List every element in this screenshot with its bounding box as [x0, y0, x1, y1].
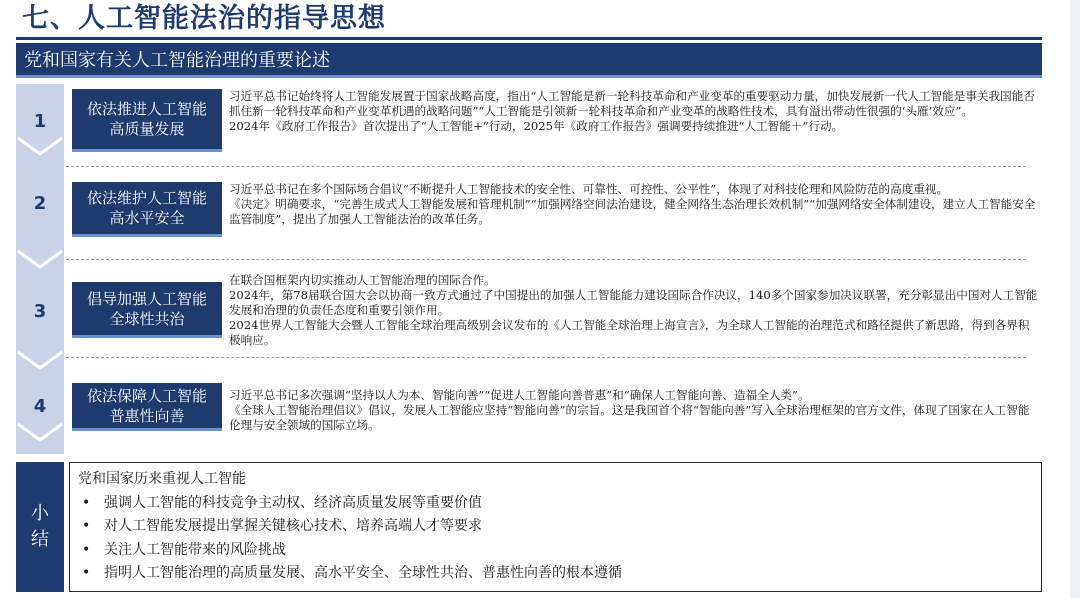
row-label-box — [72, 182, 222, 237]
row-label-box — [72, 282, 222, 338]
row-content — [229, 388, 1039, 433]
step-number: 4 — [33, 396, 47, 417]
row-label-line: 全球性共治 — [109, 309, 185, 328]
bullet-icon: • — [82, 494, 91, 511]
summary-item-text: 指明人工智能治理的高质量发展、高水平安全、全球性共治、普惠性向善的根本遵循 — [104, 565, 622, 581]
row-label-line: 高水平安全 — [109, 209, 185, 227]
summary-item — [78, 515, 1033, 539]
summary-item-text: 强调人工智能的科技竞争主动权、经济高质量发展等重要价值 — [104, 494, 482, 511]
row-paragraph: 习近平总书记在多个国际场合倡议“不断提升人工智能技术的安全性、可靠性、可控性、公平性”，体现了对科技伦理和风险防范的高度重视。 — [229, 182, 949, 196]
summary-item — [78, 562, 1033, 586]
chevron-down-icon — [16, 420, 64, 444]
bullet-icon: • — [82, 541, 91, 558]
summary-item-text: 对人工智能发展提出掌握关键核心技术、培养高端人才等要求 — [104, 518, 482, 534]
page-title: 七、人工智能法治的指导思想 — [22, 3, 386, 34]
row-paragraph: 2024年《政府工作报告》首次提出了“人工智能+”行动，2025年《政府工作报告》强调要持续推进“人工智能＋”行动。 — [229, 119, 844, 133]
chevron-down-icon — [16, 247, 64, 271]
chevron-down-icon — [16, 134, 64, 158]
row-paragraph: 2024世界人工智能大会暨人工智能全球治理高级别会议发布的《人工智能全球治理上海宣言》，为全球人工智能的治理范式和路径提供了新思路，得到各界积极响应。 — [229, 318, 1030, 347]
row-divider — [66, 357, 1026, 358]
summary-item-text: 关注人工智能带来的风险挑战 — [104, 541, 286, 558]
row-paragraph: 《决定》明确要求，“完善生成式人工智能发展和管理机制”“加强网络空间法治建设，健全网络生态治理长效机制”“加强网络安全体制建设，建立人工智能安全监管制度”，提出了加强人工智能法治的改革任务。 — [229, 197, 1036, 226]
row-content — [229, 273, 1039, 348]
row-label-line: 依法保障人工智能 — [86, 386, 207, 405]
row-divider — [66, 259, 1026, 260]
summary-lead: 党和国家历来重视人工智能 — [78, 471, 246, 487]
chevron-down-icon — [16, 348, 64, 372]
row-divider — [66, 166, 1026, 167]
row-paragraph: 2024年，第78届联合国大会以协商一致方式通过了中国提出的加强人工智能能力建设国际合作决议，140多个国家参加决议联署，充分彰显出中国对人工智能发展和治理的负责任态度和重要引领作用。 — [229, 288, 1038, 317]
row-paragraph: 在联合国框架内切实推动人工智能治理的国际合作。 — [229, 273, 496, 287]
step-number: 2 — [33, 193, 47, 214]
summary-list — [78, 492, 1033, 586]
row-label-line: 依法维护人工智能 — [86, 189, 207, 207]
step-number: 1 — [33, 111, 47, 132]
bullet-icon: • — [82, 518, 91, 534]
summary-item — [78, 492, 1033, 516]
row-label-line: 高质量发展 — [109, 120, 185, 138]
section-header: 党和国家有关人工智能治理的重要论述 — [16, 43, 1042, 78]
summary-box — [69, 462, 1042, 592]
row-label-line: 普惠性向善 — [109, 406, 185, 425]
row-paragraph: 习近平总书记始终将人工智能发展置于国家战略高度，指出“人工智能是新一轮科技革命和产业变革的重要驱动力量，加快发展新一代人工智能是事关我国能否抓住新一轮科技革命和产业变革机遇的战略问题”“人工智能是引领新一轮科技革命和产业变革的战略性技术，具有溢出带动性很强的‘头雁’效应”。 — [229, 89, 1035, 118]
row-label-line: 依法推进人工智能 — [86, 100, 207, 118]
page-edge — [1070, 0, 1080, 598]
summary-side-char: 小 — [31, 503, 49, 524]
row-label-line: 倡导加强人工智能 — [86, 289, 207, 308]
bullet-icon: • — [82, 565, 91, 581]
row-paragraph: 习近平总书记多次强调“坚持以人为本、智能向善”“促进人工智能向善普惠”和“确保人工智能向善、造福全人类”。 — [229, 388, 810, 402]
summary-side-char: 结 — [31, 529, 49, 550]
row-paragraph: 《全球人工智能治理倡议》倡议，发展人工智能应坚持“智能向善”的宗旨。这是我国首个将“智能向善”写入全球治理框架的官方文件，体现了国家在人工智能伦理与安全领域的国际立场。 — [229, 403, 1030, 432]
summary-side-label — [16, 462, 64, 592]
row-content — [229, 89, 1039, 134]
summary-item — [78, 539, 1033, 563]
row-label-box — [72, 89, 222, 152]
title-rule — [16, 37, 1042, 40]
step-number: 3 — [33, 301, 47, 322]
row-label-box — [72, 383, 222, 431]
row-content — [229, 182, 1039, 227]
